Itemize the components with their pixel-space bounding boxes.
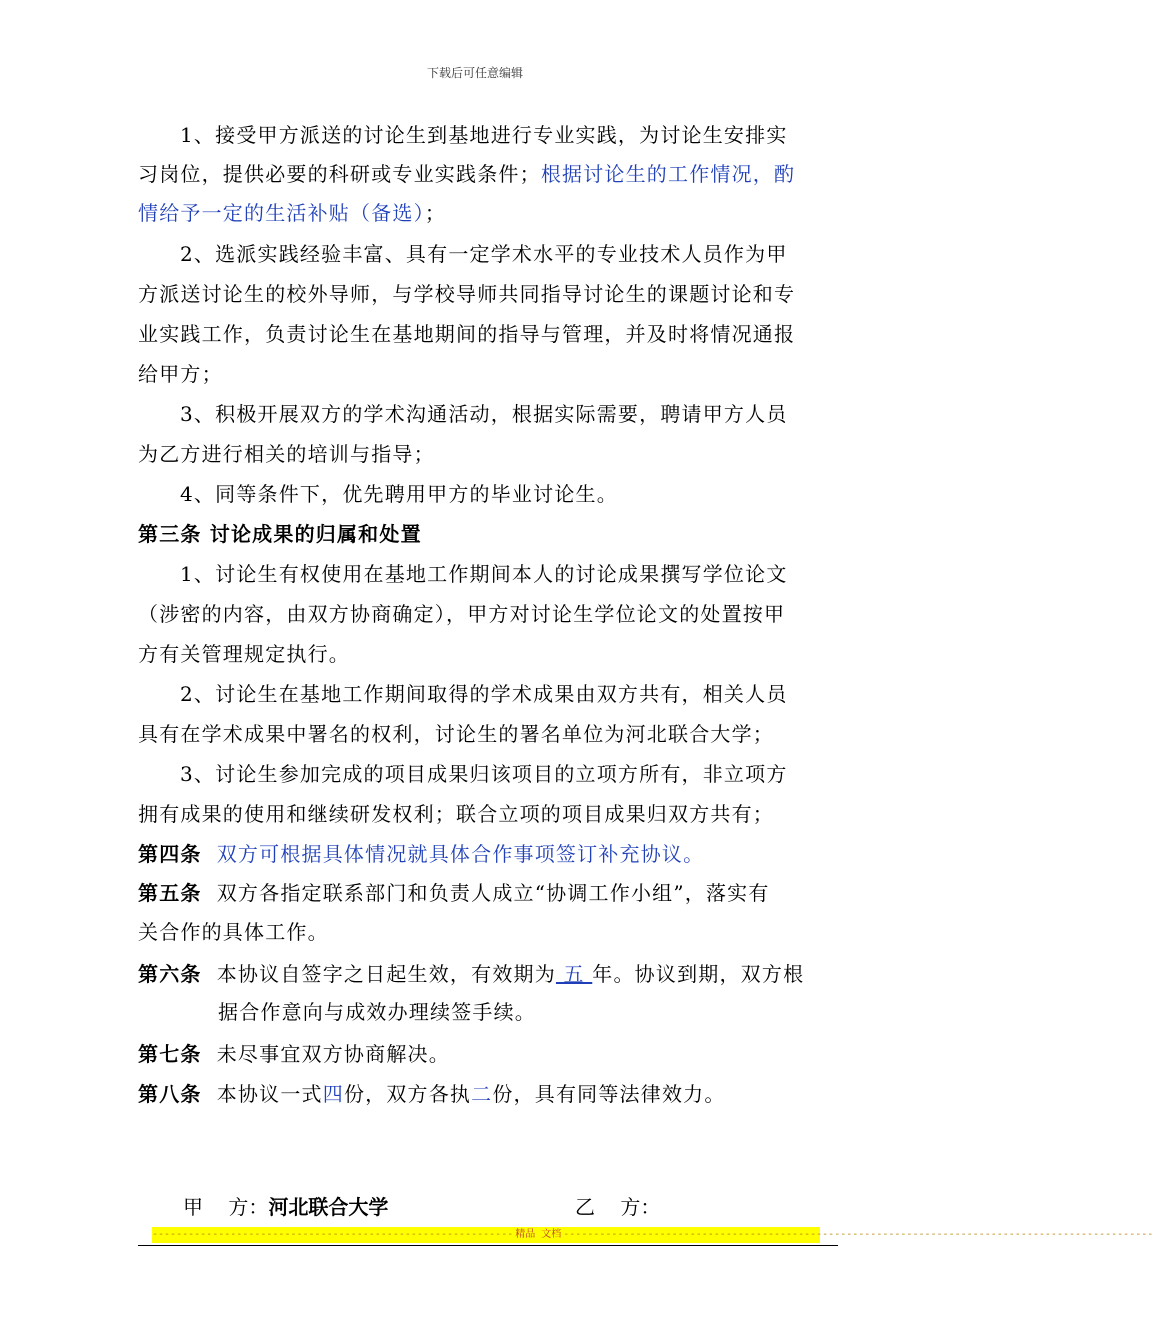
article-3-item-1-line-3: 方有关管理规定执行。: [138, 642, 350, 666]
article-3-item-3-line-1: 3、讨论生参加完成的项目成果归该项目的立项方所有，非立项方: [180, 762, 788, 786]
clause-2-line-2: 方派送讨论生的校外导师，与学校导师共同指导讨论生的课题讨论和专: [138, 282, 796, 306]
article-3-item-2-line-1: 2、讨论生在基地工作期间取得的学术成果由双方共有，相关人员: [180, 682, 788, 706]
footer-dashes-left: ------------------------------------------------------------: [152, 1229, 514, 1240]
article-7-text: 未尽事宜双方协商解决。: [216, 1042, 450, 1066]
article-6-text: 本协议自签字之日起生效，有效期为: [216, 962, 556, 986]
article-5-label: 第五条: [138, 881, 202, 905]
article-7-label: 第七条: [138, 1042, 202, 1066]
validity-term: 五: [555, 962, 593, 986]
article-6-text-cont: 年。协议到期，双方根: [592, 962, 805, 986]
clause-1-line-3: [138, 199, 838, 227]
article-6-line-1: [138, 960, 838, 988]
clause-3-line-1: 3、积极开展双方的学术沟通活动，根据实际需要，聘请甲方人员: [180, 402, 788, 426]
article-8-text-3: 份，具有同等法律效力。: [492, 1082, 726, 1106]
article-8: [138, 1080, 838, 1108]
party-b-label: 乙 方：: [575, 1195, 661, 1219]
clause-2-line-4: 给甲方；: [138, 362, 223, 386]
clause-1-line-2: [138, 160, 838, 188]
clause-1-highlight-cont: 情给予一定的生活补贴（备选）: [138, 201, 425, 225]
footer-rule: [138, 1245, 838, 1246]
clause-2-line-1: 2、选派实践经验丰富、具有一定学术水平的专业技术人员作为甲: [180, 242, 788, 266]
clause-2-line-3: 业实践工作，负责讨论生在基地期间的指导与管理，并及时将情况通报: [138, 322, 796, 346]
article-5-line-1: [138, 879, 838, 907]
page-header: 下载后可任意编辑: [426, 66, 523, 80]
clause-4-line-1: 4、同等条件下，优先聘用甲方的毕业讨论生。: [180, 482, 618, 506]
article-8-label: 第八条: [138, 1082, 202, 1106]
footer-label: 精品 文档: [515, 1229, 562, 1240]
article-3-item-1-line-1: 1、讨论生有权使用在基地工作期间本人的讨论成果撰写学位论文: [180, 562, 788, 586]
article-3-item-3-line-2: 拥有成果的使用和继续研发权利；联合立项的项目成果归双方共有；: [138, 802, 774, 826]
article-6-line-2: 据合作意向与成效办理续签手续。: [218, 1000, 536, 1024]
party-b-signature: [575, 1193, 660, 1221]
article-4-text: 双方可根据具体情况就具体合作事项签订补充协议。: [216, 842, 705, 866]
copies-count: 四: [322, 1082, 344, 1106]
clause-1-highlight: 根据讨论生的工作情况，酌: [540, 162, 796, 186]
footer-dashes-right: --------------------------------------------------------------------------------------------------: [563, 1229, 1153, 1240]
clause-1-text: 习岗位，提供必要的科研或专业实践条件；: [138, 162, 541, 186]
article-5-text: 双方各指定联系部门和负责人成立“协调工作小组”，落实有: [216, 881, 770, 905]
article-6-label: 第六条: [138, 962, 202, 986]
footer-watermark-band: [152, 1227, 1153, 1243]
clause-1-line-1: 1、接受甲方派送的讨论生到基地进行专业实践，为讨论生安排实: [180, 123, 788, 147]
article-4: [138, 840, 838, 868]
article-5-line-2: 关合作的具体工作。: [138, 920, 329, 944]
copies-each: 二: [471, 1082, 493, 1106]
article-8-text-2: 份，双方各执: [343, 1082, 472, 1106]
article-4-label: 第四条: [138, 842, 202, 866]
article-3-item-1-line-2: （涉密的内容，由双方协商确定），甲方对讨论生学位论文的处置按甲: [138, 602, 786, 626]
party-a-signature: [183, 1193, 388, 1221]
party-a-label: 甲 方：: [183, 1195, 269, 1219]
article-3-item-2-line-2: 具有在学术成果中署名的权利，讨论生的署名单位为河北联合大学；: [138, 722, 774, 746]
article-7: [138, 1040, 838, 1068]
clause-1-end: ；: [424, 201, 447, 225]
party-a-name: 河北联合大学: [268, 1195, 389, 1219]
clause-3-line-2: 为乙方进行相关的培训与指导；: [138, 442, 435, 466]
article-3-title: 第三条 讨论成果的归属和处置: [138, 522, 422, 546]
article-8-text-1: 本协议一式: [216, 1082, 323, 1106]
